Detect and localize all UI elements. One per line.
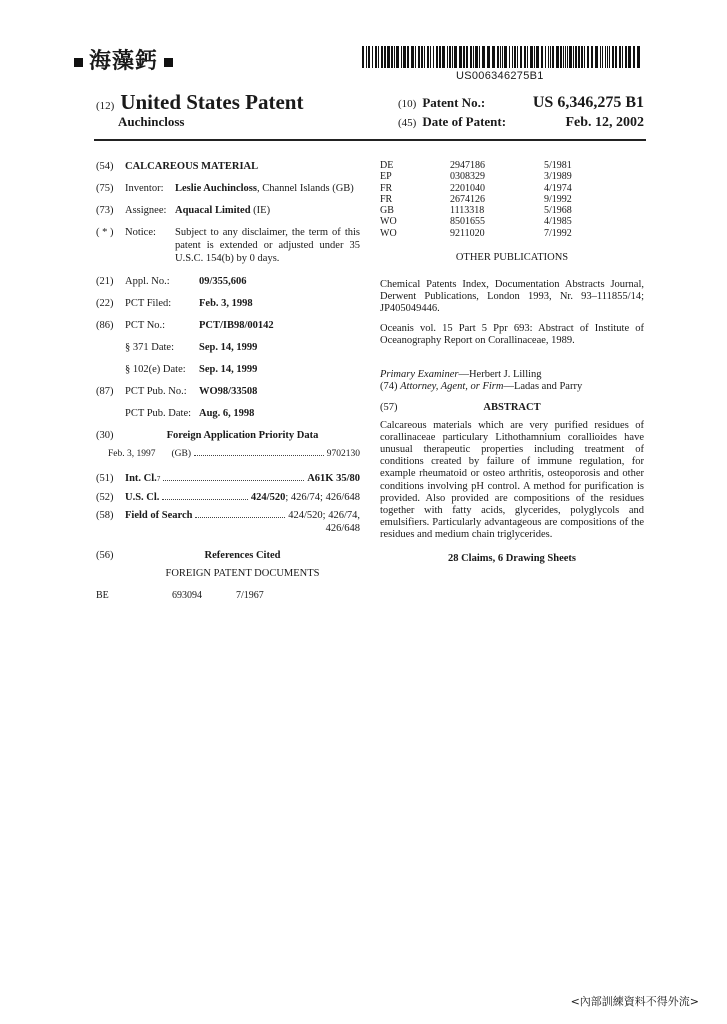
barcode-bar: [378, 46, 379, 68]
field-code: (57): [380, 402, 398, 414]
barcode-bar: [584, 46, 585, 68]
barcode-bar: [475, 46, 478, 68]
doc-country: GB: [380, 205, 394, 217]
doc-country: FR: [380, 182, 393, 194]
doc-country: EP: [380, 171, 392, 183]
barcode-bar: [622, 46, 623, 68]
patent-type: United States Patent: [120, 90, 304, 114]
us-cl-primary: 424/520: [250, 492, 286, 503]
priority-heading: Foreign Application Priority Data: [166, 430, 319, 441]
abstract-heading: ABSTRACT: [483, 402, 541, 414]
abstract-heading-row: [380, 402, 644, 414]
date-label: Date of Patent:: [422, 114, 507, 129]
barcode-bar: [545, 46, 546, 68]
inventor-value: [175, 182, 360, 195]
barcode-bar: [502, 46, 503, 68]
patent-no-label: Patent No.:: [422, 95, 486, 110]
barcode: [362, 46, 644, 68]
assignee-field: [96, 204, 360, 217]
barcode-bar: [534, 46, 535, 68]
priority-heading-row: [96, 429, 360, 442]
barcode-bar: [560, 46, 562, 68]
barcode-bar: [421, 46, 423, 68]
claims-summary: 28 Claims, 6 Drawing Sheets: [447, 553, 577, 565]
dot-leader: [194, 447, 324, 456]
header-rule: [94, 139, 646, 141]
field-code: (52): [96, 492, 114, 503]
priority-number: 9702130: [326, 449, 360, 459]
barcode-bar: [628, 46, 631, 68]
assignee-value: [175, 204, 360, 217]
field-code: (74): [380, 381, 398, 393]
s102e-field: [96, 363, 360, 376]
field-label: U.S. Cl.: [125, 492, 160, 503]
barcode-bar: [415, 46, 416, 68]
barcode-bar: [396, 46, 399, 68]
field-code: (51): [96, 473, 114, 484]
barcode-bar: [602, 46, 603, 68]
chinese-title: [68, 44, 179, 75]
barcode-bar: [470, 46, 472, 68]
field-label: § 102(e) Date:: [125, 364, 186, 375]
barcode-bar: [607, 46, 608, 68]
barcode-bar: [565, 46, 566, 68]
barcode-bar: [563, 46, 564, 68]
notice-field: [96, 226, 360, 265]
barcode-bar: [454, 46, 457, 68]
chinese-title-text: 海藻鈣: [89, 48, 159, 73]
field-label: Int. Cl.: [125, 473, 157, 484]
doc-number: 0308329: [450, 171, 485, 183]
pct-filed-field: [96, 297, 360, 310]
field-of-search-line2: 426/648: [325, 523, 360, 534]
pct-no-field: [96, 319, 360, 332]
barcode-bar: [609, 46, 610, 68]
barcode-bar: [492, 46, 495, 68]
field-label: Inventor:: [125, 183, 164, 194]
list-item: [380, 194, 644, 205]
pct-pub-no-value: WO98/33508: [199, 386, 258, 397]
pct-pub-no-field: [96, 385, 360, 398]
barcode-bar: [459, 46, 462, 68]
notice-text: Subject to any disclaimer, the term of this patent is extended or adjusted under 35 U.S.C. 154(b) by 0 days.: [175, 227, 360, 264]
field-label: Notice:: [125, 227, 156, 238]
doc-country: BE: [96, 590, 109, 601]
barcode-bar: [615, 46, 617, 68]
doc-country: DE: [380, 160, 394, 171]
doc-date: 5/1968: [544, 205, 572, 217]
doc-country: FR: [380, 193, 393, 205]
field-label: Assignee:: [125, 205, 167, 216]
field-of-search: [96, 509, 360, 535]
doc-date: 7/1967: [236, 590, 264, 601]
int-cl-field: [96, 472, 360, 486]
right-column: [380, 160, 644, 565]
inventor-location: , Channel Islands (GB): [256, 183, 354, 194]
barcode-bar: [482, 46, 485, 68]
barcode-bar: [520, 46, 522, 68]
barcode-bar: [401, 46, 402, 68]
field-code: (21): [96, 276, 114, 287]
assignee-name: Aquacal Limited: [175, 205, 251, 216]
barcode-bar: [605, 46, 606, 68]
barcode-bar: [366, 46, 367, 68]
dot-leader: [195, 509, 285, 518]
barcode-bar: [449, 46, 451, 68]
barcode-bar: [578, 46, 580, 68]
inventor-short: Auchincloss: [118, 114, 185, 129]
barcode-bar: [527, 46, 528, 68]
barcode-bar: [368, 46, 370, 68]
field-code-blank: [96, 407, 125, 420]
barcode-bar: [411, 46, 414, 68]
barcode-bar: [391, 46, 393, 68]
pct-pub-date-field: [96, 407, 360, 420]
barcode-bar: [536, 46, 539, 68]
doc-date: 9/1992: [544, 193, 572, 205]
barcode-bar: [637, 46, 640, 68]
barcode-bar: [512, 46, 513, 68]
barcode-bar: [500, 46, 501, 68]
field-code: (75): [96, 183, 114, 194]
pct-filed-value: Feb. 3, 1998: [199, 298, 253, 309]
priority-date: Feb. 3, 1997: [108, 449, 156, 459]
us-cl-row: [125, 491, 360, 504]
barcode-bar: [552, 46, 554, 68]
field-code: (87): [96, 386, 114, 397]
patent-no: US 6,346,275 B1: [532, 94, 644, 111]
inventor-name: Leslie Auchincloss: [175, 183, 257, 194]
dot-leader: [162, 491, 247, 500]
barcode-bar: [497, 46, 499, 68]
field-label: § 371 Date:: [125, 342, 174, 353]
barcode-bar: [575, 46, 577, 68]
field-label: Appl. No.:: [125, 276, 170, 287]
field-of-search-line1: 424/520; 426/74,: [288, 510, 360, 521]
barcode-bar: [407, 46, 409, 68]
int-cl-row: [125, 472, 360, 486]
list-item: [380, 216, 644, 227]
doc-date: 5/1981: [544, 160, 572, 171]
barcode-bar: [436, 46, 438, 68]
barcode-bar: [403, 46, 406, 68]
doc-number: 8501655: [450, 216, 485, 228]
barcode-bar: [548, 46, 549, 68]
patent-date: Feb. 12, 2002: [565, 115, 644, 130]
abstract-text: Calcareous materials which are very purified residues of corallinaceae particulary Lithothamnium corallioides have unusual therapeutic properties including treatment of conditions created by failure of immune regulation, for example rheumatoid or osteo arthritis, osteoporosis and other conditions involving pH control. A method for purification is provided. Also provided are compositions of the residues together with fatty acids, glycerides, polyglycols and emulsifiers. Particularly advantageous are compositions of the residues and medium chain triglycerides.: [380, 420, 644, 540]
us-cl-secondary: ; 426/74; 426/648: [285, 492, 360, 503]
barcode-bar: [504, 46, 507, 68]
barcode-bar: [424, 46, 425, 68]
field-label: PCT Pub. Date:: [125, 408, 192, 419]
list-item: [96, 589, 360, 602]
doc-number: 2947186: [450, 160, 485, 171]
field-of-search-row: [125, 509, 360, 522]
barcode-bar: [384, 46, 386, 68]
barcode-bar: [439, 46, 441, 68]
patent-type-code: (12): [96, 100, 115, 112]
attorney-label: Attorney, Agent, or Firm: [400, 381, 504, 393]
field-code: (54): [96, 161, 114, 172]
barcode-bar: [479, 46, 480, 68]
barcode-bar: [550, 46, 551, 68]
doc-number: 2674126: [450, 193, 485, 205]
field-code: (30): [96, 430, 114, 441]
int-cl-value: A61K 35/80: [307, 473, 360, 484]
dot-leader: [163, 472, 304, 481]
appl-no-field: [96, 275, 360, 288]
doc-date: 4/1974: [544, 182, 572, 194]
barcode-bar: [633, 46, 635, 68]
barcode-bar: [466, 46, 468, 68]
field-label: Field of Search: [125, 510, 193, 521]
bibliographic-column: [96, 160, 360, 602]
barcode-bar: [556, 46, 559, 68]
foreign-docs-left-list: [96, 589, 360, 602]
list-item: [380, 160, 644, 171]
pct-pub-date-value: Aug. 6, 1998: [199, 408, 255, 419]
examiner-name: —Herbert J. Lilling: [458, 369, 542, 381]
patent-title: CALCAREOUS MATERIAL: [125, 161, 259, 172]
barcode-bar: [362, 46, 364, 68]
doc-number: 2201040: [450, 182, 485, 194]
s371-field: [96, 341, 360, 354]
barcode-bar: [625, 46, 627, 68]
barcode-bar: [600, 46, 601, 68]
date-code: (45): [398, 117, 417, 129]
patent-no-code: (10): [398, 98, 417, 110]
field-code-blank: [96, 341, 125, 354]
square-bullet-icon: [74, 58, 83, 67]
barcode-bar: [612, 46, 614, 68]
barcode-bar: [514, 46, 516, 68]
field-code-blank: [96, 363, 125, 376]
doc-number: 1113318: [450, 205, 485, 217]
barcode-bar: [517, 46, 518, 68]
appl-no-value: 09/355,606: [199, 276, 247, 287]
list-item: [380, 228, 644, 239]
doc-date: 3/1989: [544, 171, 572, 183]
primary-examiner: [380, 369, 644, 381]
barcode-bar: [427, 46, 429, 68]
other-publications-heading: OTHER PUBLICATIONS: [455, 252, 569, 264]
doc-date: 4/1985: [544, 216, 572, 228]
barcode-bar: [567, 46, 568, 68]
square-bullet-icon: [164, 58, 173, 67]
references-heading: References Cited: [204, 550, 281, 561]
barcode-bar: [447, 46, 448, 68]
field-label: PCT Pub. No.:: [125, 386, 187, 397]
barcode-bar: [591, 46, 593, 68]
barcode-bar: [463, 46, 465, 68]
doc-number: 9211020: [450, 227, 485, 239]
list-item: [380, 205, 644, 216]
barcode-bar: [381, 46, 383, 68]
barcode-bar: [619, 46, 621, 68]
doc-number: 693094: [172, 590, 202, 601]
publication-entry: Oceanis vol. 15 Part 5 Ppr 693: Abstract of Institute of Oceanography Report on Corallinaceae, 1989.: [380, 323, 644, 347]
barcode-bar: [581, 46, 583, 68]
field-code: ( * ): [96, 227, 114, 238]
barcode-bar: [433, 46, 434, 68]
int-cl-edition: 7: [156, 475, 161, 483]
barcode-bar: [375, 46, 377, 68]
field-code: (73): [96, 205, 114, 216]
list-item: [380, 171, 644, 182]
barcode-bar: [418, 46, 420, 68]
list-item: [380, 183, 644, 194]
barcode-bar: [595, 46, 598, 68]
priority-country: (GB): [171, 449, 192, 459]
barcode-bar: [509, 46, 510, 68]
barcode-bar: [573, 46, 574, 68]
publication-entry: Chemical Patents Index, Documentation Abstracts Journal, Derwent Publications, London 1993, Nr. 93–111855/14; JP405049446.: [380, 279, 644, 315]
foreign-docs-heading: FOREIGN PATENT DOCUMENTS: [165, 568, 320, 579]
barcode-bar: [430, 46, 431, 68]
s371-value: Sep. 14, 1999: [199, 342, 258, 353]
barcode-bar: [524, 46, 526, 68]
assignee-country: (IE): [250, 205, 271, 216]
barcode-bar: [541, 46, 543, 68]
field-code: (56): [96, 550, 114, 561]
attorney-name: —Ladas and Parry: [503, 381, 583, 393]
internal-notice-footer: <內部訓練資料不得外流>: [570, 995, 699, 1008]
barcode-bar: [442, 46, 445, 68]
barcode-bar: [487, 46, 490, 68]
patent-number-block: [398, 94, 644, 134]
doc-date: 7/1992: [544, 227, 572, 239]
barcode-number: US006346275B1: [456, 70, 544, 82]
field-label: PCT Filed:: [125, 298, 172, 309]
title-field: [96, 160, 360, 173]
barcode-bar: [372, 46, 373, 68]
barcode-bar: [387, 46, 390, 68]
field-of-search-value: [125, 509, 360, 535]
barcode-bar: [569, 46, 572, 68]
us-cl-field: [96, 491, 360, 504]
inventor-field: [96, 182, 360, 195]
barcode-bar: [587, 46, 589, 68]
field-label: PCT No.:: [125, 320, 166, 331]
barcode-bar: [452, 46, 453, 68]
field-code: (22): [96, 298, 114, 309]
doc-country: WO: [380, 216, 397, 228]
barcode-bar: [473, 46, 474, 68]
examiner-label: Primary Examiner: [380, 369, 459, 381]
field-code: (86): [96, 320, 114, 331]
foreign-docs-right-list: [380, 160, 644, 239]
field-code: (58): [96, 510, 114, 521]
attorney: [380, 381, 644, 393]
pct-no-value: PCT/IB98/00142: [199, 320, 274, 331]
doc-country: WO: [380, 227, 397, 239]
barcode-bar: [530, 46, 533, 68]
barcode-bar: [394, 46, 395, 68]
s102e-value: Sep. 14, 1999: [199, 364, 258, 375]
patent-type-header: [96, 90, 303, 115]
references-heading-row: [96, 549, 360, 562]
priority-entry: [96, 447, 360, 461]
